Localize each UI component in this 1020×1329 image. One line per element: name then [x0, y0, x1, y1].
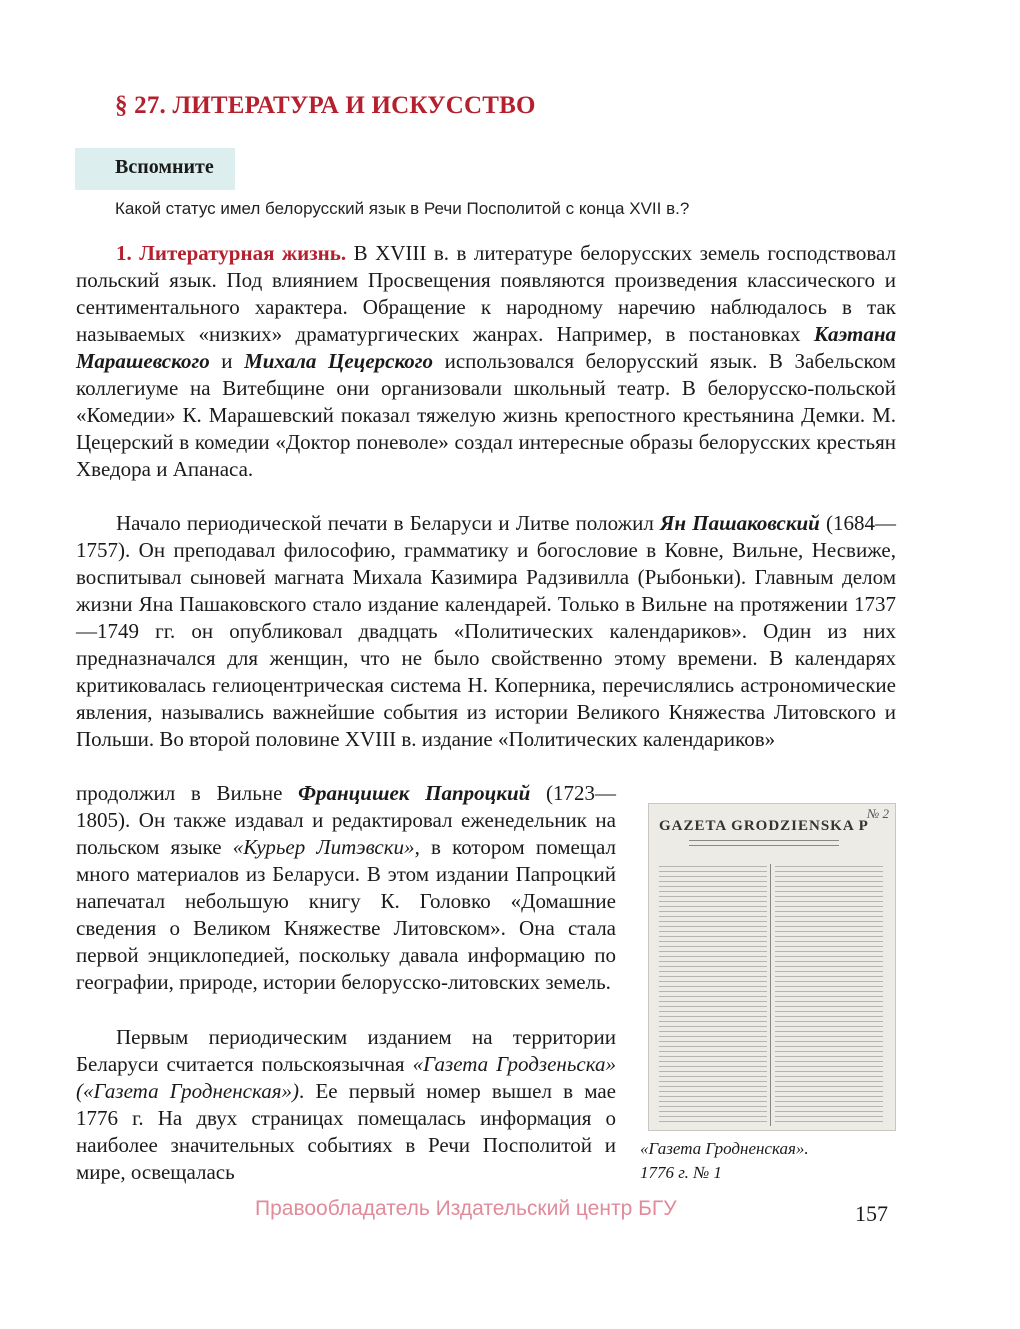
text-run: и [209, 349, 245, 373]
figure-column-divider [770, 864, 771, 1126]
figure-masthead: GAZETA GRODZIENSKA P [659, 818, 869, 834]
figure-corner-mark: № 2 [866, 806, 889, 821]
person-name: Каэтана Марашевского [76, 322, 896, 373]
person-name: Ян Пашаковский [659, 511, 820, 535]
section-heading: § 27. ЛИТЕРАТУРА И ИСКУССТВО [115, 92, 536, 119]
figure-caption [640, 1137, 809, 1185]
recall-title: Вспомните [115, 156, 214, 178]
text-run: (1684—1757). Он преподавал философию, грамматику и богословие в Ковне, Вильне, Несвиже, воспитывал сыновей магната Михала Казимира Радзивилла (Рыбоньки). Главным делом жизни Яна Пашаковского стало издание календарей. Только в Вильне на протяжении 1737—1749 гг. он опубликовал двадцать «Политических календариков». Один из них предназначался для женщин, что не было свойственно этому времени. В календарях критиковалась гелиоцентрическая система Н. Коперника, перечислялись астрономические явления, назывались важнейшие события из истории Великого Княжества Литовского и Польши. Во второй половине XVIII в. издание «Политических календариков» [76, 511, 897, 751]
paragraph-paprocki [76, 780, 616, 996]
person-name: Михала Цецерского [244, 349, 434, 373]
figure-subheading-rule [689, 840, 839, 846]
rights-holder-footer: Правообладатель Издательский центр БГУ [255, 1197, 677, 1220]
page-number: 157 [855, 1201, 888, 1226]
text-run: Начало периодической печати в Беларуси и Литве положил [116, 511, 660, 535]
person-name: Францишек Папроцкий [298, 781, 531, 805]
figure-text-column [775, 866, 883, 1124]
gazeta-grodzienska-image [648, 803, 896, 1131]
figure-text-column [659, 866, 767, 1124]
paragraph-literary-life [76, 240, 896, 483]
text-run: В XVIII в. в литературе белорусских земель господствовал польский язык. Под влиянием Просвещения появляются произведения классического и сентиментального характера. Обращение к народному наречию наблюдалось в так называемых «низких» драматургических жанрах. Например, в постановках [76, 241, 896, 346]
text-run: Первым периодическим изданием на территории Беларуси считается польскоязычная [76, 1025, 616, 1076]
caption-line: «Газета Гродненская». [640, 1139, 809, 1158]
caption-line: 1776 г. № 1 [640, 1163, 722, 1182]
text-run: продолжил в Вильне [76, 781, 299, 805]
text-run: (1723—1805). Он также издавал и редактировал еженедельник на польском языке [76, 781, 616, 859]
paragraph-periodicals [76, 510, 896, 753]
text-run: . Ее первый номер вышел в мае 1776 г. На двух страницах помещалась информация о наиболее значительных событиях в Речи Посполитой и мире, освещалась [76, 1079, 616, 1184]
paragraph-gazeta [76, 1024, 616, 1186]
publication-title: «Газета Гродзеньска» («Газета Гродненская») [76, 1052, 616, 1103]
text-run: использовался белорусский язык. В Забельском коллегиуме на Витебщине они организовали школьный театр. В белорусско-польской «Комедии» К. Марашевский показал тяжелую жизнь крепостного крестьянина Демки. М. Цецерский в комедии «Доктор поневоле» создал интересные образы белорусских крестьян Хведора и Апанаса. [76, 349, 896, 481]
subsection-title: 1. Литературная жизнь. [116, 241, 347, 265]
publication-title: «Курьер Литэвски» [232, 835, 415, 859]
text-run: , в котором помещал много материалов из Беларуси. В этом издании Папроцкий напечатал небольшую книгу К. Головко «Домашние сведения о Великом Княжестве Литовском». Она стала первой энциклопедией, поскольку давала информацию по географии, природе, истории белорусско-литовских земель. [76, 835, 616, 994]
recall-question: Какой статус имел белорусский язык в Речи Посполитой с конца XVII в.? [115, 199, 690, 218]
